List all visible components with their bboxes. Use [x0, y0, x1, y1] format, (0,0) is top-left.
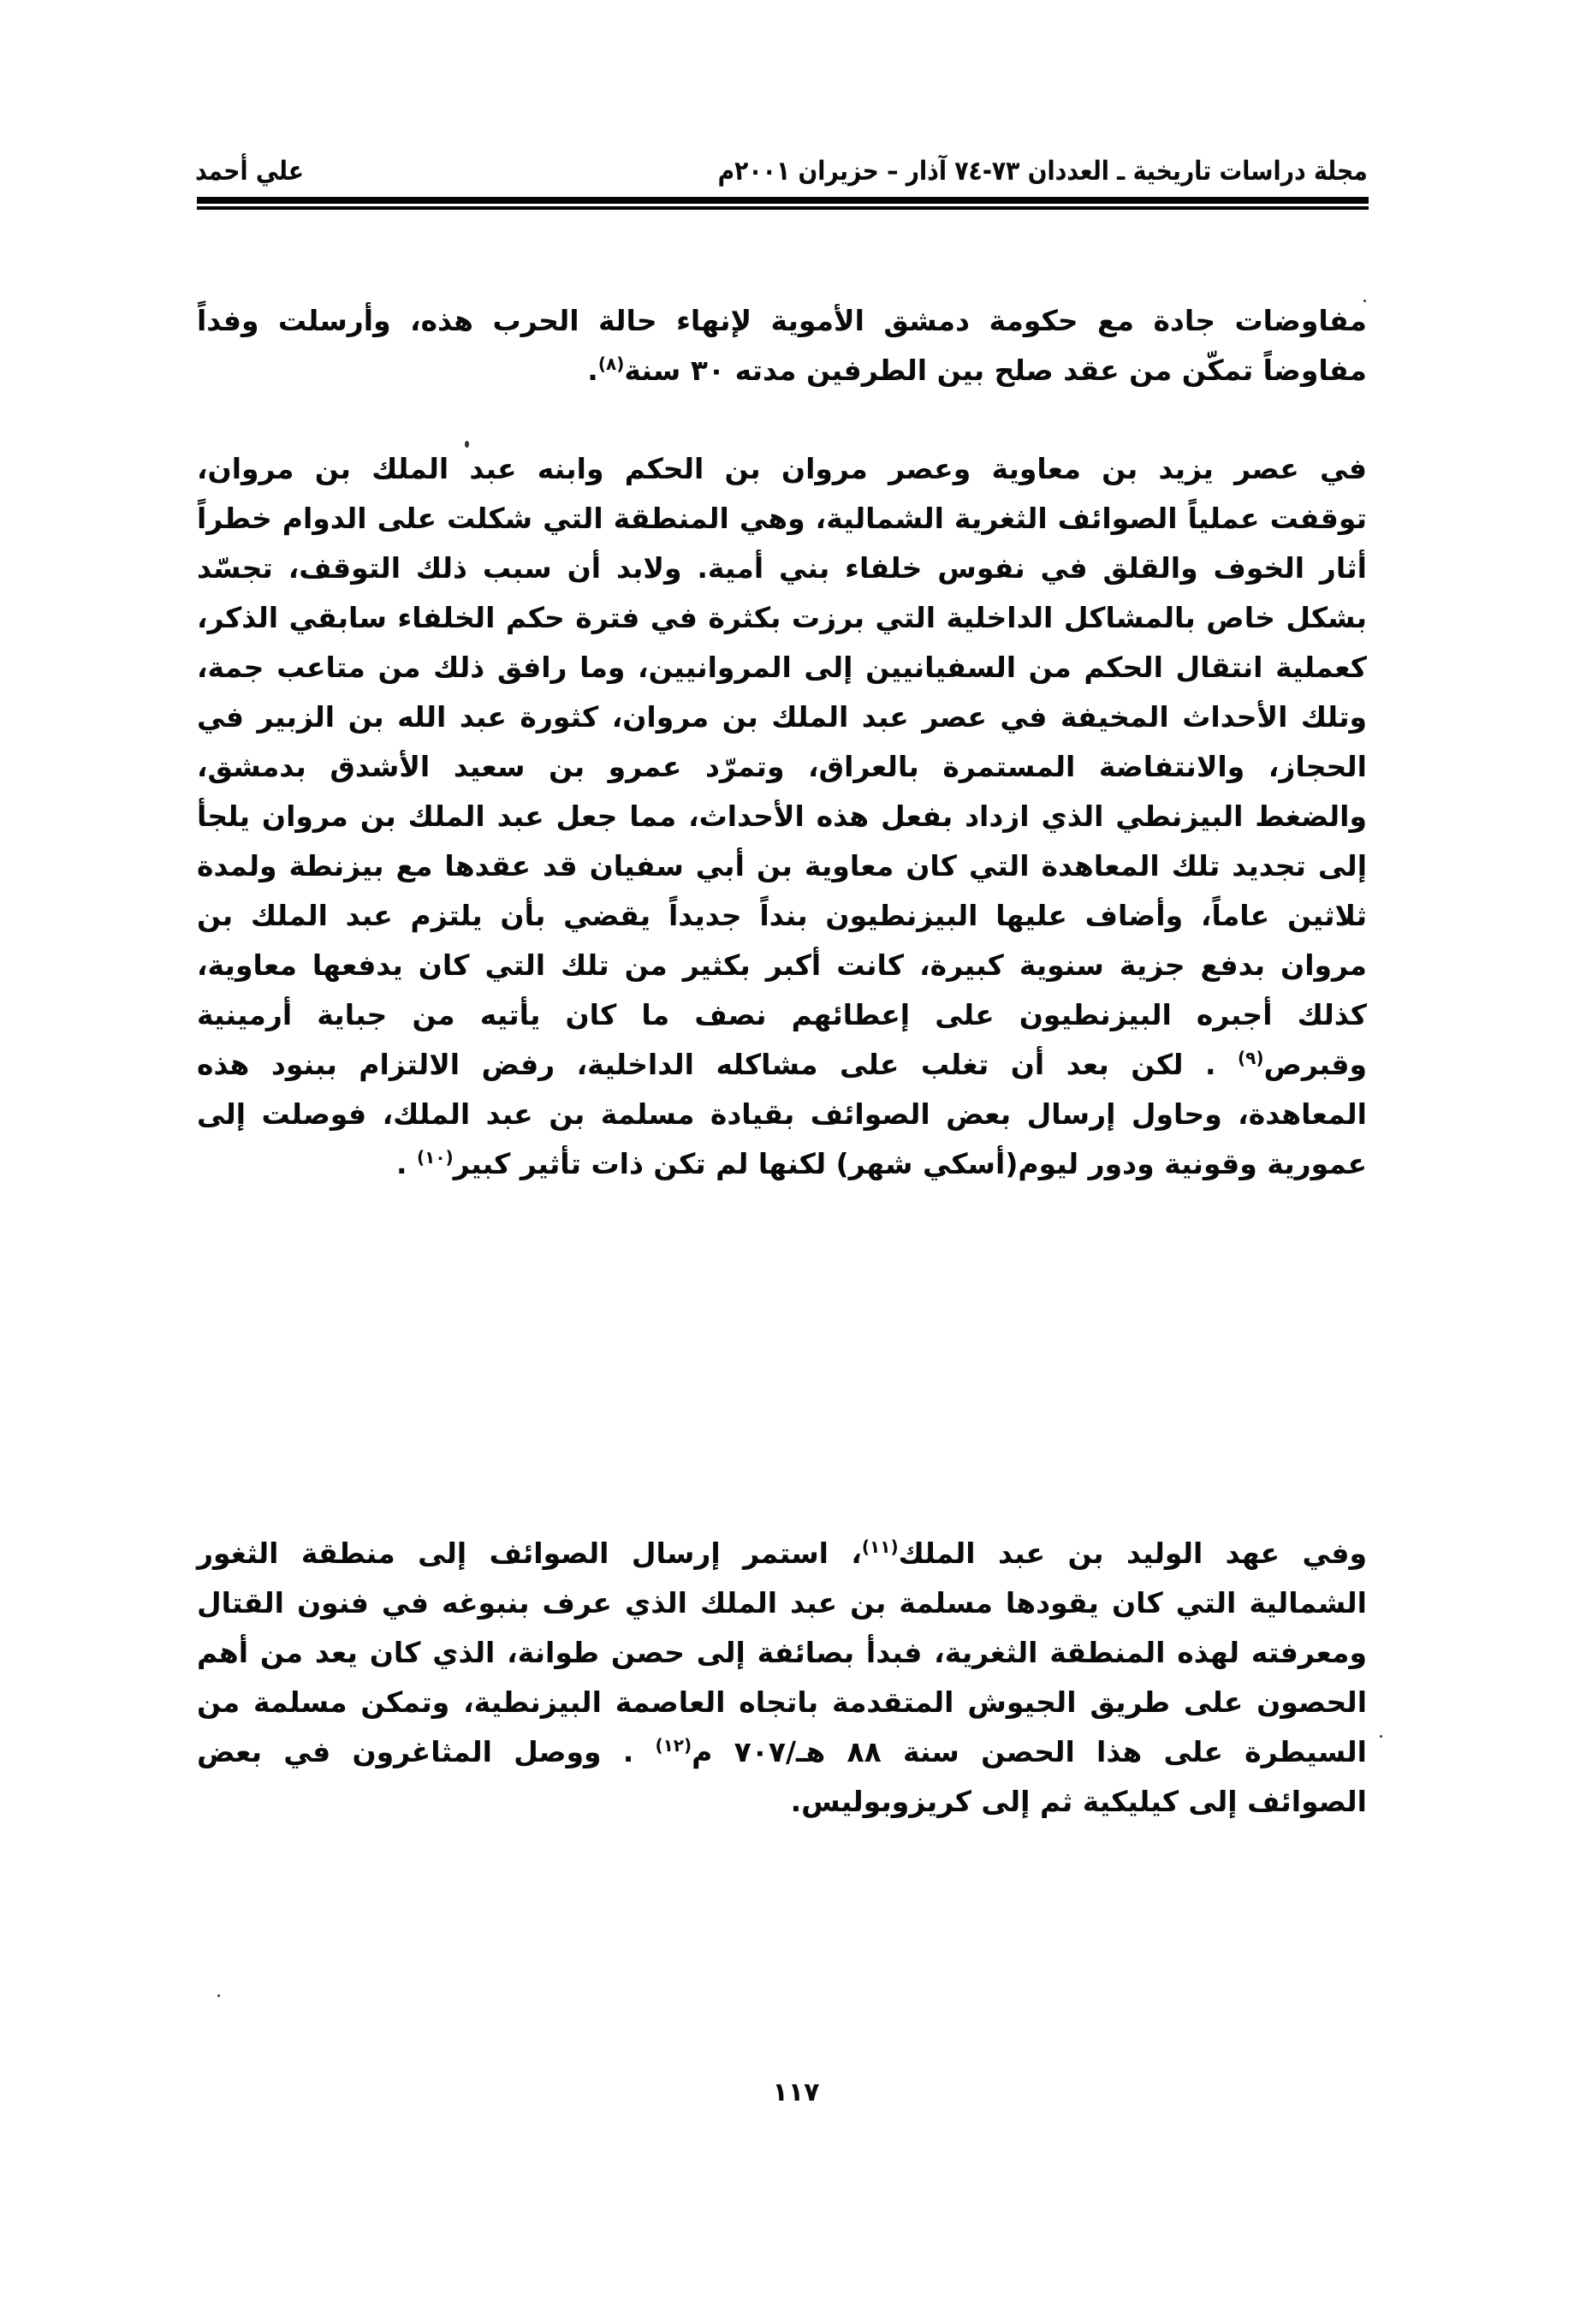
footnote-marker[interactable]: (٩) — [1237, 1048, 1264, 1068]
paragraph — [197, 444, 1367, 1189]
scan-speck — [1363, 300, 1366, 302]
text-line — [197, 1529, 1367, 1578]
line-text: وفي عهد الوليد بن عبد الملك — [898, 1536, 1367, 1570]
line-text: والضغط البيزنطي الذي ازداد بفعل هذه الأحداث، مما جعل عبد الملك بن مروان يلجأ — [197, 799, 1367, 833]
text-line — [197, 296, 1367, 346]
text-line — [197, 1139, 1367, 1189]
text-line — [197, 1578, 1367, 1628]
text-line — [197, 643, 1367, 692]
line-text: السيطرة على هذا الحصن سنة ٨٨ هـ/٧٠٧ م — [692, 1735, 1367, 1768]
text-line — [197, 941, 1367, 990]
line-text: وقبرص — [1263, 1048, 1367, 1081]
text-line — [197, 1777, 1367, 1827]
text-line — [197, 1727, 1367, 1777]
text-line — [197, 1678, 1367, 1727]
page-number: ١١٧ — [772, 2077, 820, 2107]
scan-speck — [1380, 1735, 1382, 1738]
running-header — [195, 152, 1368, 190]
footnote-marker[interactable]: (٨) — [597, 354, 625, 374]
line-text: ثلاثين عاماً، وأضاف عليها البيزنطيون بنداً جديداً يقضي بأن يلتزم عبد الملك بن — [197, 899, 1367, 932]
line-text-continued: . — [587, 354, 598, 387]
line-text: توقفت عملياً الصوائف الثغرية الشمالية، وهي المنطقة التي شكلت على الدوام خطراً — [197, 502, 1367, 535]
scan-speck — [217, 1994, 220, 1997]
footnote-marker[interactable]: (١٠) — [416, 1147, 454, 1168]
line-text: كذلك أجبره البيزنطيون على إعطائهم نصف ما كان يأتيه من جباية أرمينية — [197, 998, 1367, 1031]
line-text: وتلك الأحداث المخيفة في عصر عبد الملك بن مروان، كثورة عبد الله بن الزبير في — [197, 700, 1367, 734]
line-text-continued: . لكن بعد أن تغلب على مشاكله الداخلية، رفض الالتزام ببنود هذه — [197, 1048, 1238, 1081]
line-text: عمورية وقونية ودور ليوم(أسكي شهر) لكنها لم تكن ذات تأثير كبير — [453, 1147, 1367, 1180]
header-rule-thick — [197, 197, 1369, 204]
paragraph — [197, 296, 1367, 395]
line-text: الحجاز، والانتفاضة المستمرة بالعراق، وتمرّد عمرو بن سعيد الأشدق بدمشق، — [197, 750, 1367, 783]
text-line — [197, 742, 1367, 792]
text-line — [197, 1090, 1367, 1139]
line-text: الشمالية التي كان يقودها مسلمة بن عبد الملك الذي عرف بنبوغه في فنون القتال — [197, 1586, 1367, 1620]
text-line — [197, 841, 1367, 891]
line-text: في عصر يزيد بن معاوية وعصر مروان بن الحكم وابنه عبد الملك بن مروان، — [197, 452, 1367, 485]
line-text: بشكل خاص بالمشاكل الداخلية التي برزت بكثرة في فترة حكم الخلفاء سابقي الذكر، — [197, 601, 1367, 634]
scan-speck — [465, 441, 469, 448]
paragraph — [197, 1529, 1367, 1827]
line-text: أثار الخوف والقلق في نفوس خلفاء بني أمية. ولابد أن سبب ذلك التوقف، تجسّد — [197, 551, 1367, 585]
text-line — [197, 346, 1367, 395]
line-text: ومعرفته لهذه المنطقة الثغرية، فبدأ بصائفة إلى حصن طوانة، الذي كان يعد من أهم — [197, 1636, 1367, 1669]
footnote-marker[interactable]: (١١) — [861, 1536, 899, 1557]
line-text: كعملية انتقال الحكم من السفيانيين إلى المروانيين، وما رافق ذلك من متاعب جمة، — [197, 651, 1367, 684]
text-line — [197, 792, 1367, 841]
line-text: مفاوضات جادة مع حكومة دمشق الأموية لإنهاء حالة الحرب هذه، وأرسلت وفداً — [197, 304, 1367, 337]
line-text-continued: . ووصل المثاغرون في بعض — [197, 1735, 656, 1768]
header-rule-thin — [197, 206, 1369, 210]
line-text: مروان بدفع جزية سنوية كبيرة، كانت أكبر بكثير من تلك التي كان يدفعها معاوية، — [197, 948, 1367, 982]
line-text: الحصون على طريق الجيوش المتقدمة باتجاه العاصمة البيزنطية، وتمكن مسلمة من — [197, 1685, 1367, 1719]
text-line — [197, 692, 1367, 742]
text-line — [197, 1628, 1367, 1678]
line-text-continued: ، استمر إرسال الصوائف إلى منطقة الثغور — [197, 1536, 862, 1570]
line-text-continued: . — [395, 1147, 417, 1180]
text-line — [197, 494, 1367, 544]
text-line — [197, 1040, 1367, 1090]
journal-title: مجلة دراسات تاريخية ـ العددان ٧٣-٧٤ آذار – حزيران ٢٠٠١م — [717, 156, 1368, 187]
text-line — [197, 891, 1367, 941]
text-line — [197, 990, 1367, 1040]
line-text: مفاوضاً تمكّن من عقد صلح بين الطرفين مدته ٣٠ سنة — [624, 354, 1367, 387]
text-line — [197, 444, 1367, 494]
line-text: إلى تجديد تلك المعاهدة التي كان معاوية بن أبي سفيان قد عقدها مع بيزنطة ولمدة — [197, 849, 1367, 883]
text-line — [197, 544, 1367, 593]
text-line — [197, 593, 1367, 643]
line-text: الصوائف إلى كيليكية ثم إلى كريزوبوليس. — [790, 1785, 1367, 1818]
line-text: المعاهدة، وحاول إرسال بعض الصوائف بقيادة مسلمة بن عبد الملك، فوصلت إلى — [197, 1097, 1367, 1131]
author-name: علي أحمد — [195, 156, 304, 187]
footnote-marker[interactable]: (١٢) — [655, 1735, 692, 1756]
